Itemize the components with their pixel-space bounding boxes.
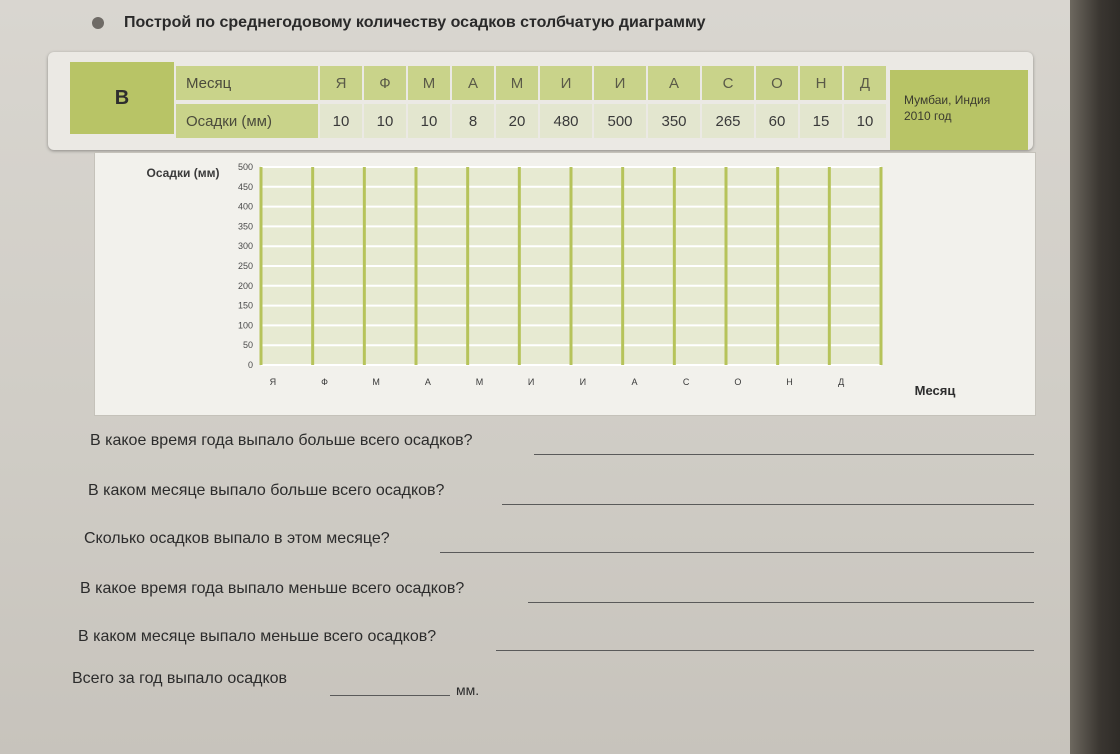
- month-header-cell: А: [648, 66, 700, 100]
- precip-row-label: Осадки (мм): [176, 104, 318, 138]
- bar-chart-grid[interactable]: [95, 153, 1035, 415]
- month-header-cell: С: [702, 66, 754, 100]
- precip-value-cell: 8: [452, 104, 494, 138]
- y-tick-label: 450: [237, 181, 253, 192]
- total-answer-line[interactable]: [330, 695, 450, 696]
- month-header-cell: Я: [320, 66, 362, 100]
- task-letter: В: [70, 62, 174, 134]
- precip-value-cell: 500: [594, 104, 646, 138]
- y-tick-label: 400: [237, 201, 253, 212]
- x-tick-label: Н: [786, 377, 793, 387]
- x-tick-label: И: [527, 377, 535, 387]
- answer-line[interactable]: [534, 454, 1034, 455]
- task-title-row: [92, 14, 705, 32]
- task-title: Построй по среднегодовому количеству осадков столбчатую диаграмму: [124, 14, 706, 31]
- location-year: 2010 год: [904, 109, 952, 123]
- month-header-cell: Д: [844, 66, 886, 100]
- month-header-cell: А: [452, 66, 494, 100]
- question-text: В каком месяце выпало больше всего осадков?: [88, 482, 445, 499]
- book-spine: [1070, 0, 1120, 754]
- y-tick-label: 350: [237, 221, 253, 232]
- x-tick-label: Ф: [321, 377, 328, 387]
- x-tick-label: М: [475, 377, 484, 387]
- y-tick-label: 50: [242, 340, 253, 351]
- x-tick-label: С: [682, 377, 690, 387]
- y-tick-label: 250: [237, 261, 253, 271]
- answer-line[interactable]: [440, 552, 1034, 553]
- bullet-icon: [92, 17, 104, 29]
- chart-panel: [94, 152, 1036, 416]
- month-header-cell: Ф: [364, 66, 406, 100]
- y-tick-label: 500: [237, 162, 253, 172]
- total-unit: мм.: [456, 682, 480, 698]
- y-tick-label: 300: [237, 241, 253, 252]
- month-header-cell: И: [540, 66, 592, 100]
- answer-line[interactable]: [496, 650, 1034, 651]
- x-tick-label: Я: [269, 377, 277, 387]
- x-tick-label: М: [372, 377, 380, 387]
- answer-line[interactable]: [502, 504, 1034, 505]
- precip-value-cell: 350: [648, 104, 700, 138]
- month-header-cell: И: [594, 66, 646, 100]
- x-tick-label: Д: [838, 377, 845, 387]
- answer-line[interactable]: [528, 602, 1034, 603]
- location-city: Мумбаи, Индия: [904, 93, 991, 107]
- precip-value-cell: 265: [702, 104, 754, 138]
- question-text: В какое время года выпало больше всего осадков?: [90, 432, 473, 449]
- precip-value-cell: 10: [320, 104, 362, 138]
- month-header-cell: М: [496, 66, 538, 100]
- x-tick-label: И: [579, 377, 587, 387]
- month-header-cell: Н: [800, 66, 842, 100]
- y-tick-label: 200: [237, 280, 253, 291]
- location-box: [890, 70, 1028, 150]
- y-tick-label: 0: [247, 360, 253, 370]
- x-tick-label: А: [631, 377, 638, 387]
- precip-value-cell: 10: [408, 104, 450, 138]
- total-prefix: Всего за год выпало осадков: [72, 670, 288, 687]
- month-header-cell: М: [408, 66, 450, 100]
- x-axis-title: Месяц: [914, 383, 956, 398]
- month-row-label: Месяц: [176, 66, 318, 100]
- precip-value-cell: 10: [364, 104, 406, 138]
- question-text: Сколько осадков выпало в этом месяце?: [84, 530, 390, 547]
- month-header-cell: О: [756, 66, 798, 100]
- x-tick-label: А: [424, 377, 431, 387]
- precip-value-cell: 480: [540, 104, 592, 138]
- question-text: В каком месяце выпало меньше всего осадков?: [78, 628, 437, 645]
- x-tick-label: О: [734, 377, 742, 387]
- precip-value-cell: 20: [496, 104, 538, 138]
- precip-value-cell: 10: [844, 104, 886, 138]
- y-tick-label: 100: [237, 320, 253, 331]
- precip-value-cell: 60: [756, 104, 798, 138]
- y-tick-label: 150: [237, 300, 253, 311]
- y-axis-title: Осадки (мм): [146, 166, 220, 180]
- precip-value-cell: 15: [800, 104, 842, 138]
- question-text: В какое время года выпало меньше всего осадков?: [80, 580, 465, 597]
